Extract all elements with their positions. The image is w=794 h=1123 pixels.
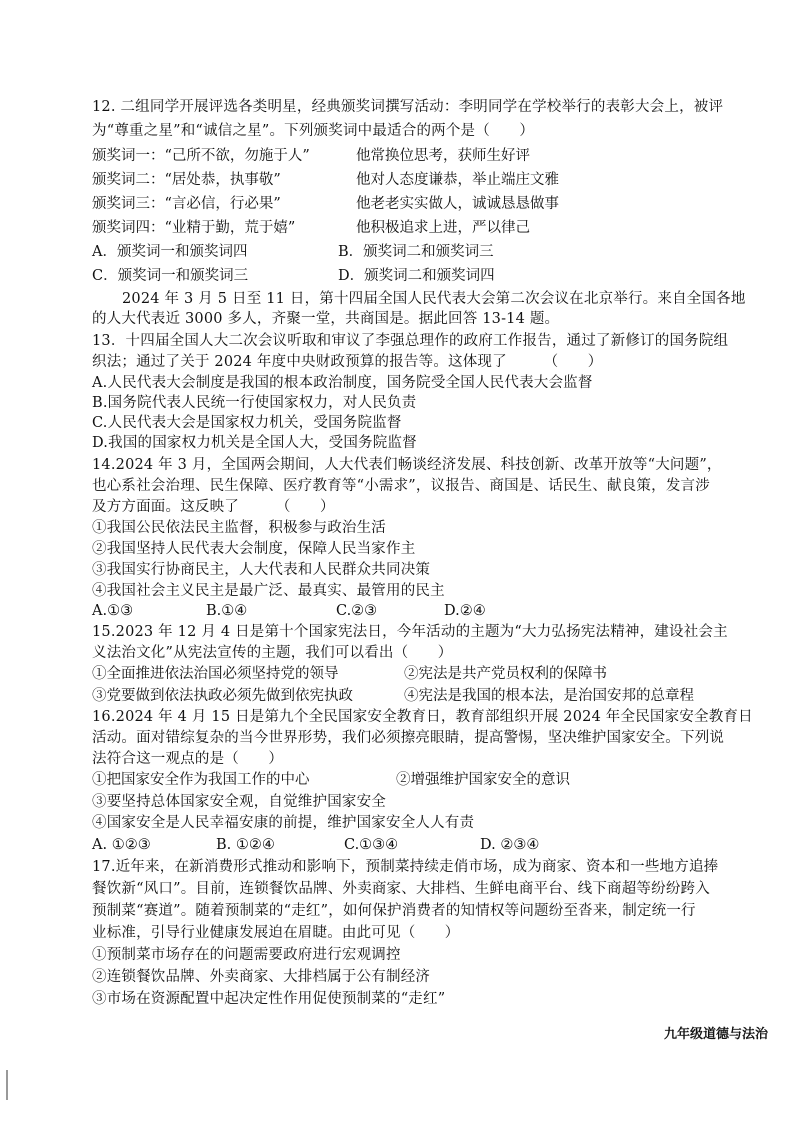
q14-stem-line-1: 14.2024 年 3 月，全国两会期间，人大代表们畅谈经济发展、科技创新、改革开放等“大问题”，	[92, 457, 722, 473]
q12-award-1-desc: 他常换位思考，获师生好评	[356, 148, 530, 164]
q14-item-3: ③我国实行协商民主，人大代表和人民群众共同决策	[92, 562, 431, 578]
q12-award-2-desc: 他对人态度谦恭，举止端庄文雅	[356, 172, 559, 188]
q15-item-2: ②宪法是共产党员权利的保障书	[404, 666, 607, 682]
q12-stem-line-2: 为“尊重之星”和“诚信之星”。下列颁奖词中最适合的两个是（ ）	[92, 123, 535, 139]
q14-option-b: B.①④	[206, 603, 248, 619]
q12-option-c: C．颁奖词一和颁奖词三	[92, 268, 249, 284]
passage-line-2: 的人大代表近 3000 多人，齐聚一堂，共商国是。据此回答 13-14 题。	[92, 311, 560, 327]
q16-item-3: ③要坚持总体国家安全观，自觉维护国家安全	[92, 794, 386, 810]
q12-option-d: D．颁奖词二和颁奖词四	[338, 268, 495, 284]
q14-item-4: ④我国社会主义民主是最广泛、最真实、最管用的民主	[92, 583, 445, 599]
q15-item-1: ①全面推进依法治国必须坚持党的领导	[92, 666, 339, 682]
q14-stem-line-2: 也心系社会治理、民生保障、医疗教育等“小需求”，议报告、商国是、话民生、献良策，发言涉	[92, 478, 710, 494]
q14-item-1: ①我国公民依法民主监督，积极参与政治生活	[92, 520, 386, 536]
q16-stem-line-1: 16.2024 年 4 月 15 日是第九个全民国家安全教育日，教育部组织开展 2024 年全民国家安全教育日	[92, 709, 753, 725]
q13-option-b: B.国务院代表人民统一行使国家权力，对人民负责	[92, 395, 417, 411]
q16-stem-line-2: 活动。面对错综复杂的当今世界形势，我们必须擦亮眼睛，提高警惕，坚决维护国家安全。下列说	[92, 730, 725, 746]
q17-stem-line-4: 业标准，引导行业健康发展迫在眉睫。由此可见（ ）	[92, 925, 460, 941]
q14-option-c: C.②③	[336, 603, 378, 619]
scan-edge-mark	[6, 1070, 8, 1100]
q13-stem-line-1: 13．十四届全国人大二次会议听取和审议了李强总理作的政府工作报告，通过了新修订的国务院组	[92, 333, 729, 349]
q12-award-3-label: 颁奖词三：“言必信，行必果”	[92, 196, 281, 212]
q15-stem-line-2: 义法治文化”从宪法宣传的主题，我们可以看出（ ）	[92, 645, 453, 661]
q14-item-2: ②我国坚持人民代表大会制度，保障人民当家作主	[92, 541, 416, 557]
q16-option-c: C.①③④	[344, 837, 399, 853]
q12-option-a: A．颁奖词一和颁奖词四	[92, 244, 248, 260]
q13-option-a: A.人民代表大会制度是我国的根本政治制度，国务院受全国人民代表大会监督	[92, 375, 593, 391]
q17-item-1: ①预制菜市场存在的问题需要政府进行宏观调控	[92, 947, 401, 963]
q16-stem-line-3: 法符合这一观点的是（ ）	[92, 751, 284, 767]
q15-item-3: ③党要做到依法执政必须先做到依宪执政	[92, 688, 353, 704]
q14-option-a: A.①③	[92, 603, 134, 619]
q17-item-3: ③市场在资源配置中起决定性作用促使预制菜的“走红”	[92, 991, 446, 1007]
q12-option-b: B．颁奖词二和颁奖词三	[338, 244, 494, 260]
passage-line-1: 2024 年 3 月 5 日至 11 日，第十四届全国人民代表大会第二次会议在北京举行。来自全国各地	[122, 291, 746, 307]
q13-stem-line-2: 织法；通过了关于 2024 年度中央财政预算的报告等。这体现了 （ ）	[92, 354, 603, 370]
q16-item-4: ④国家安全是人民幸福安康的前提，维护国家安全人人有责	[92, 815, 475, 831]
q16-option-b: B. ①②④	[216, 837, 275, 853]
q12-award-4-desc: 他积极追求上进，严以律己	[356, 220, 530, 236]
q13-option-d: D.我国的国家权力机关是全国人大，受国务院监督	[92, 435, 417, 451]
q17-stem-line-2: 餐饮新“风口”。目前，连锁餐饮品牌、外卖商家、大排档、生鲜电商平台、线下商超等纷纷跨入	[92, 881, 710, 897]
q14-option-d: D.②④	[444, 603, 486, 619]
q16-item-1: ①把国家安全作为我国工作的中心	[92, 772, 310, 788]
q12-award-1-label: 颁奖词一：“己所不欲，勿施于人”	[92, 148, 310, 164]
q17-stem-line-1: 17.近年来，在新消费形式推动和影响下，预制菜持续走俏市场，成为商家、资本和一些地方追捧	[92, 859, 719, 875]
q17-item-2: ②连锁餐饮品牌、外卖商家、大排档属于公有制经济	[92, 969, 431, 985]
q12-stem-line-1: 12. 二组同学开展评选各类明星，经典颁奖词撰写活动：李明同学在学校举行的表彰大会上，被评	[92, 99, 724, 115]
page-footer: 九年级道德与法治	[664, 1027, 769, 1042]
q14-stem-line-3: 及方方面面。这反映了 （ ）	[92, 499, 335, 515]
q15-item-4: ④宪法是我国的根本法，是治国安邦的总章程	[404, 688, 694, 704]
q16-option-a: A. ①②③	[92, 837, 151, 853]
q12-award-3-desc: 他老老实实做人，诚诚恳恳做事	[356, 196, 559, 212]
q15-stem-line-1: 15.2023 年 12 月 4 日是第十个国家宪法日，今年活动的主题为“大力弘扬宪法精神，建设社会主	[92, 624, 728, 640]
q17-stem-line-3: 预制菜“赛道”。随着预制菜的“走红”，如何保护消费者的知情权等问题纷至沓来，制定统一行	[92, 903, 696, 919]
q16-option-d: D. ②③④	[480, 837, 540, 853]
q13-option-c: C.人民代表大会是国家权力机关，受国务院监督	[92, 415, 402, 431]
q12-award-4-label: 颁奖词四：“业精于勤，荒于嬉”	[92, 220, 296, 236]
q12-award-2-label: 颁奖词二：“居处恭，执事敬”	[92, 172, 281, 188]
q16-item-2: ②增强维护国家安全的意识	[396, 772, 570, 788]
